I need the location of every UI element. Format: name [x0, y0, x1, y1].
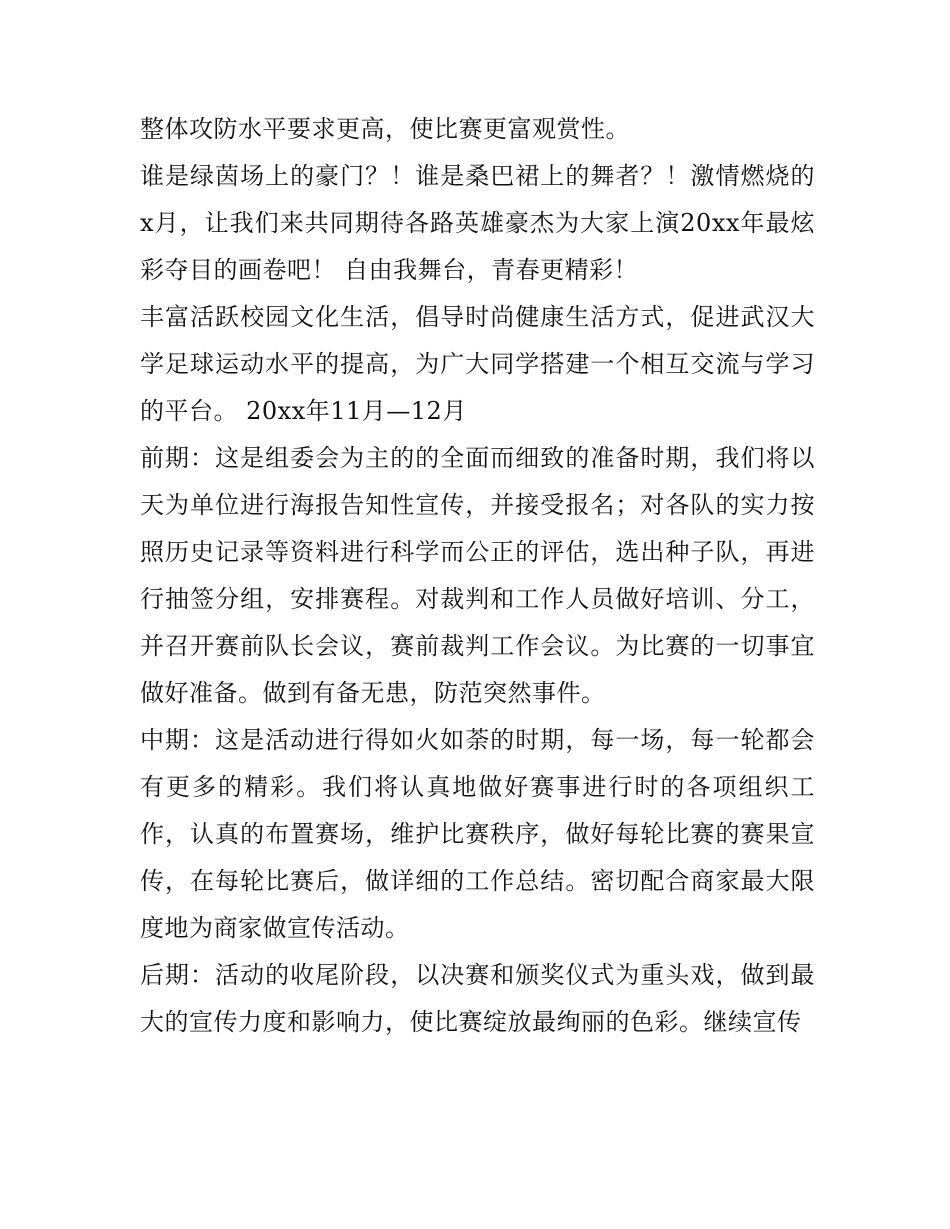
paragraph-6: 后期：活动的收尾阶段，以决赛和颁奖仪式为重头戏，做到最大的宣传力度和影响力，使比赛绽放最绚丽的色彩。继续宣传: [140, 961, 815, 1036]
paragraph-4: 前期：这是组委会为主的的全面而细致的准备时期，我们将以天为单位进行海报告知性宣传，并接受报名；对各队的实力按照历史记录等资料进行科学而公正的评估，选出种子队，再进行抽签分组，安排赛程。对裁判和工作人员做好培训、分工，并召开赛前队长会议，赛前裁判工作会议。为比赛的一切事宜做好准备。做到有备无患，防范突然事件。: [140, 444, 815, 707]
paragraph-2: 谁是绿茵场上的豪门？！谁是桑巴裙上的舞者？！激情燃烧的x月，让我们来共同期待各路英雄豪杰为大家上演20xx年最炫彩夺目的画卷吧！ 自由我舞台，青春更精彩！: [140, 162, 815, 284]
paragraph-5: 中期：这是活动进行得如火如荼的时期，每一场，每一轮都会有更多的精彩。我们将认真地做好赛事进行时的各项组织工作，认真的布置赛场，维护比赛秩序，做好每轮比赛的赛果宣传，在每轮比赛后，做详细的工作总结。密切配合商家最大限度地为商家做宣传活动。: [140, 726, 815, 942]
paragraph-1: 整体攻防水平要求更高，使比赛更富观赏性。: [140, 115, 630, 143]
paragraph-3: 丰富活跃校园文化生活，倡导时尚健康生活方式，促进武汉大学足球运动水平的提高，为广大同学搭建一个相互交流与学习的平台。 20xx年11月—12月: [140, 303, 815, 425]
document-body: [140, 106, 815, 1046]
